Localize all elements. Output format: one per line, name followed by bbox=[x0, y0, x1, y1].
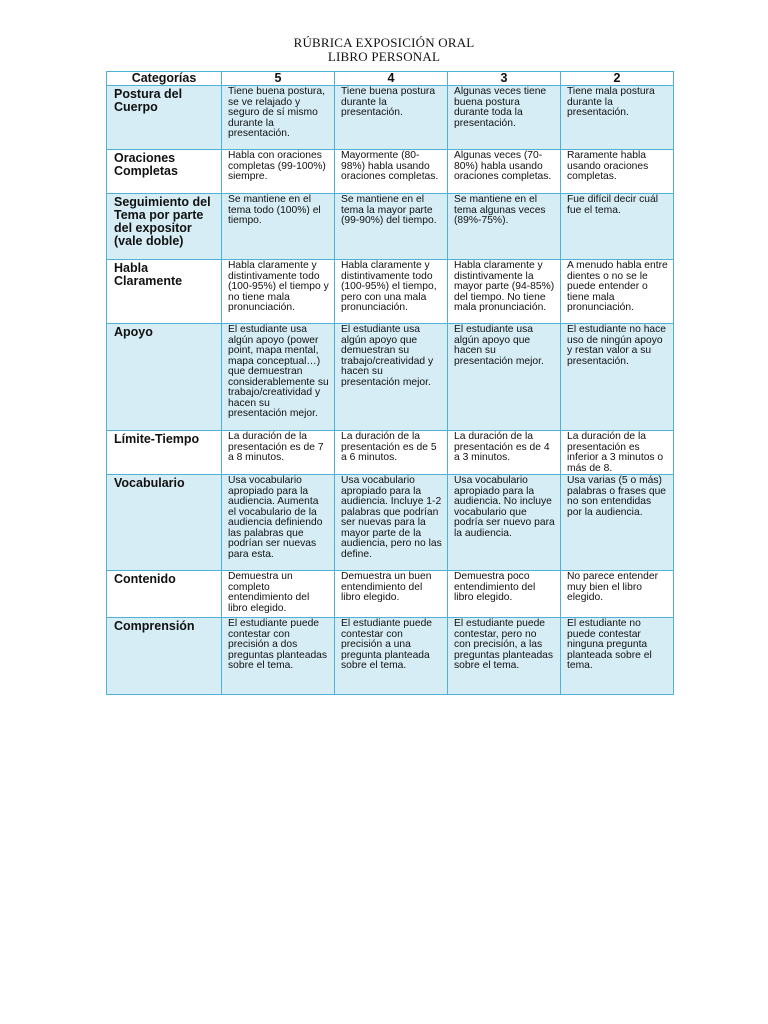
column-header-categories: Categorías bbox=[107, 72, 222, 86]
row-category: Oraciones Completas bbox=[107, 150, 222, 194]
criterion-cell: Algunas veces tiene buena postura durante toda la presentación. bbox=[448, 86, 561, 150]
row-category: Postura del Cuerpo bbox=[107, 86, 222, 150]
criterion-cell: Demuestra un completo entendimiento del libro elegido. bbox=[222, 571, 335, 618]
criterion-cell: El estudiante puede contestar con precisión a dos preguntas planteadas sobre el tema. bbox=[222, 618, 335, 695]
criterion-cell: El estudiante usa algún apoyo que demuestran su trabajo/creatividad y hacen su presentación mejor. bbox=[335, 324, 448, 431]
criterion-cell: La duración de la presentación es de 5 a 6 minutos. bbox=[335, 431, 448, 475]
column-header-score-2: 2 bbox=[561, 72, 674, 86]
criterion-cell: Se mantiene en el tema la mayor parte (99-90%) del tiempo. bbox=[335, 194, 448, 260]
criterion-cell: Habla claramente y distintivamente todo (100-95%) el tiempo y no tiene mala pronunciación. bbox=[222, 260, 335, 324]
criterion-cell: No parece entender muy bien el libro elegido. bbox=[561, 571, 674, 618]
criterion-cell: Tiene mala postura durante la presentación. bbox=[561, 86, 674, 150]
criterion-cell: Algunas veces (70-80%) habla usando oraciones completas. bbox=[448, 150, 561, 194]
criterion-cell: La duración de la presentación es inferior a 3 minutos o más de 8. bbox=[561, 431, 674, 475]
criterion-cell: Se mantiene en el tema algunas veces (89%-75%). bbox=[448, 194, 561, 260]
row-category: Apoyo bbox=[107, 324, 222, 431]
column-header-score-3: 3 bbox=[448, 72, 561, 86]
criterion-cell: La duración de la presentación es de 4 a 3 minutos. bbox=[448, 431, 561, 475]
criterion-cell: La duración de la presentación es de 7 a 8 minutos. bbox=[222, 431, 335, 475]
criterion-cell: A menudo habla entre dientes o no se le puede entender o tiene mala pronunciación. bbox=[561, 260, 674, 324]
title-line-1: RÚBRICA EXPOSICIÓN ORAL bbox=[293, 35, 475, 50]
document-title bbox=[0, 36, 768, 64]
criterion-cell: Mayormente (80-98%) habla usando oraciones completas. bbox=[335, 150, 448, 194]
table-row-habla bbox=[107, 260, 674, 324]
criterion-cell: Demuestra poco entendimiento del libro elegido. bbox=[448, 571, 561, 618]
row-category: Seguimiento del Tema por parte del expositor (vale doble) bbox=[107, 194, 222, 260]
row-category: Contenido bbox=[107, 571, 222, 618]
criterion-cell: El estudiante usa algún apoyo (power point, mapa mental, mapa conceptual…) que demuestran considerablemente su trabajo/creatividad y hacen su presentación mejor. bbox=[222, 324, 335, 431]
criterion-cell: Tiene buena postura durante la presentación. bbox=[335, 86, 448, 150]
criterion-cell: Usa vocabulario apropiado para la audiencia. Incluye 1-2 palabras que podrían ser nuevas para la mayor parte de la audiencia, pero no las define. bbox=[335, 475, 448, 571]
criterion-cell: Tiene buena postura, se ve relajado y seguro de sí mismo durante la presentación. bbox=[222, 86, 335, 150]
criterion-cell: Demuestra un buen entendimiento del libro elegido. bbox=[335, 571, 448, 618]
criterion-cell: El estudiante no hace uso de ningún apoyo y restan valor a su presentación. bbox=[561, 324, 674, 431]
row-category: Límite-Tiempo bbox=[107, 431, 222, 475]
criterion-cell: Usa varias (5 o más) palabras o frases que no son entendidas por la audiencia. bbox=[561, 475, 674, 571]
table-row-contenido bbox=[107, 571, 674, 618]
table-row-vocabulario bbox=[107, 475, 674, 571]
criterion-cell: Habla claramente y distintivamente la mayor parte (94-85%) del tiempo. No tiene mala pronunciación. bbox=[448, 260, 561, 324]
criterion-cell: El estudiante usa algún apoyo que hacen su presentación mejor. bbox=[448, 324, 561, 431]
criterion-cell: Raramente habla usando oraciones completas. bbox=[561, 150, 674, 194]
column-header-score-4: 4 bbox=[335, 72, 448, 86]
table-row-limite-tiempo bbox=[107, 431, 674, 475]
table-row-postura bbox=[107, 86, 674, 150]
table-row-seguimiento bbox=[107, 194, 674, 260]
table-row-oraciones bbox=[107, 150, 674, 194]
criterion-cell: Se mantiene en el tema todo (100%) el tiempo. bbox=[222, 194, 335, 260]
title-line-2: LIBRO PERSONAL bbox=[327, 49, 441, 64]
criterion-cell: Fue difícil decir cuál fue el tema. bbox=[561, 194, 674, 260]
table-row-apoyo bbox=[107, 324, 674, 431]
table-row-comprension bbox=[107, 618, 674, 695]
criterion-cell: El estudiante puede contestar con precisión a una pregunta planteada sobre el tema. bbox=[335, 618, 448, 695]
rubric-table bbox=[106, 71, 674, 695]
row-category: Habla Claramente bbox=[107, 260, 222, 324]
criterion-cell: El estudiante puede contestar, pero no con precisión, a las preguntas planteadas sobre el tema. bbox=[448, 618, 561, 695]
row-category: Vocabulario bbox=[107, 475, 222, 571]
criterion-cell: Usa vocabulario apropiado para la audiencia. Aumenta el vocabulario de la audiencia definiendo las palabras que podrían ser nuevas para esta. bbox=[222, 475, 335, 571]
row-category: Comprensión bbox=[107, 618, 222, 695]
criterion-cell: Usa vocabulario apropiado para la audiencia. No incluye vocabulario que podría ser nuevo para la audiencia. bbox=[448, 475, 561, 571]
criterion-cell: El estudiante no puede contestar ninguna pregunta planteada sobre el tema. bbox=[561, 618, 674, 695]
criterion-cell: Habla claramente y distintivamente todo (100-95%) el tiempo, pero con una mala pronunciación. bbox=[335, 260, 448, 324]
header-row bbox=[107, 72, 674, 86]
criterion-cell: Habla con oraciones completas (99-100%) siempre. bbox=[222, 150, 335, 194]
column-header-score-5: 5 bbox=[222, 72, 335, 86]
